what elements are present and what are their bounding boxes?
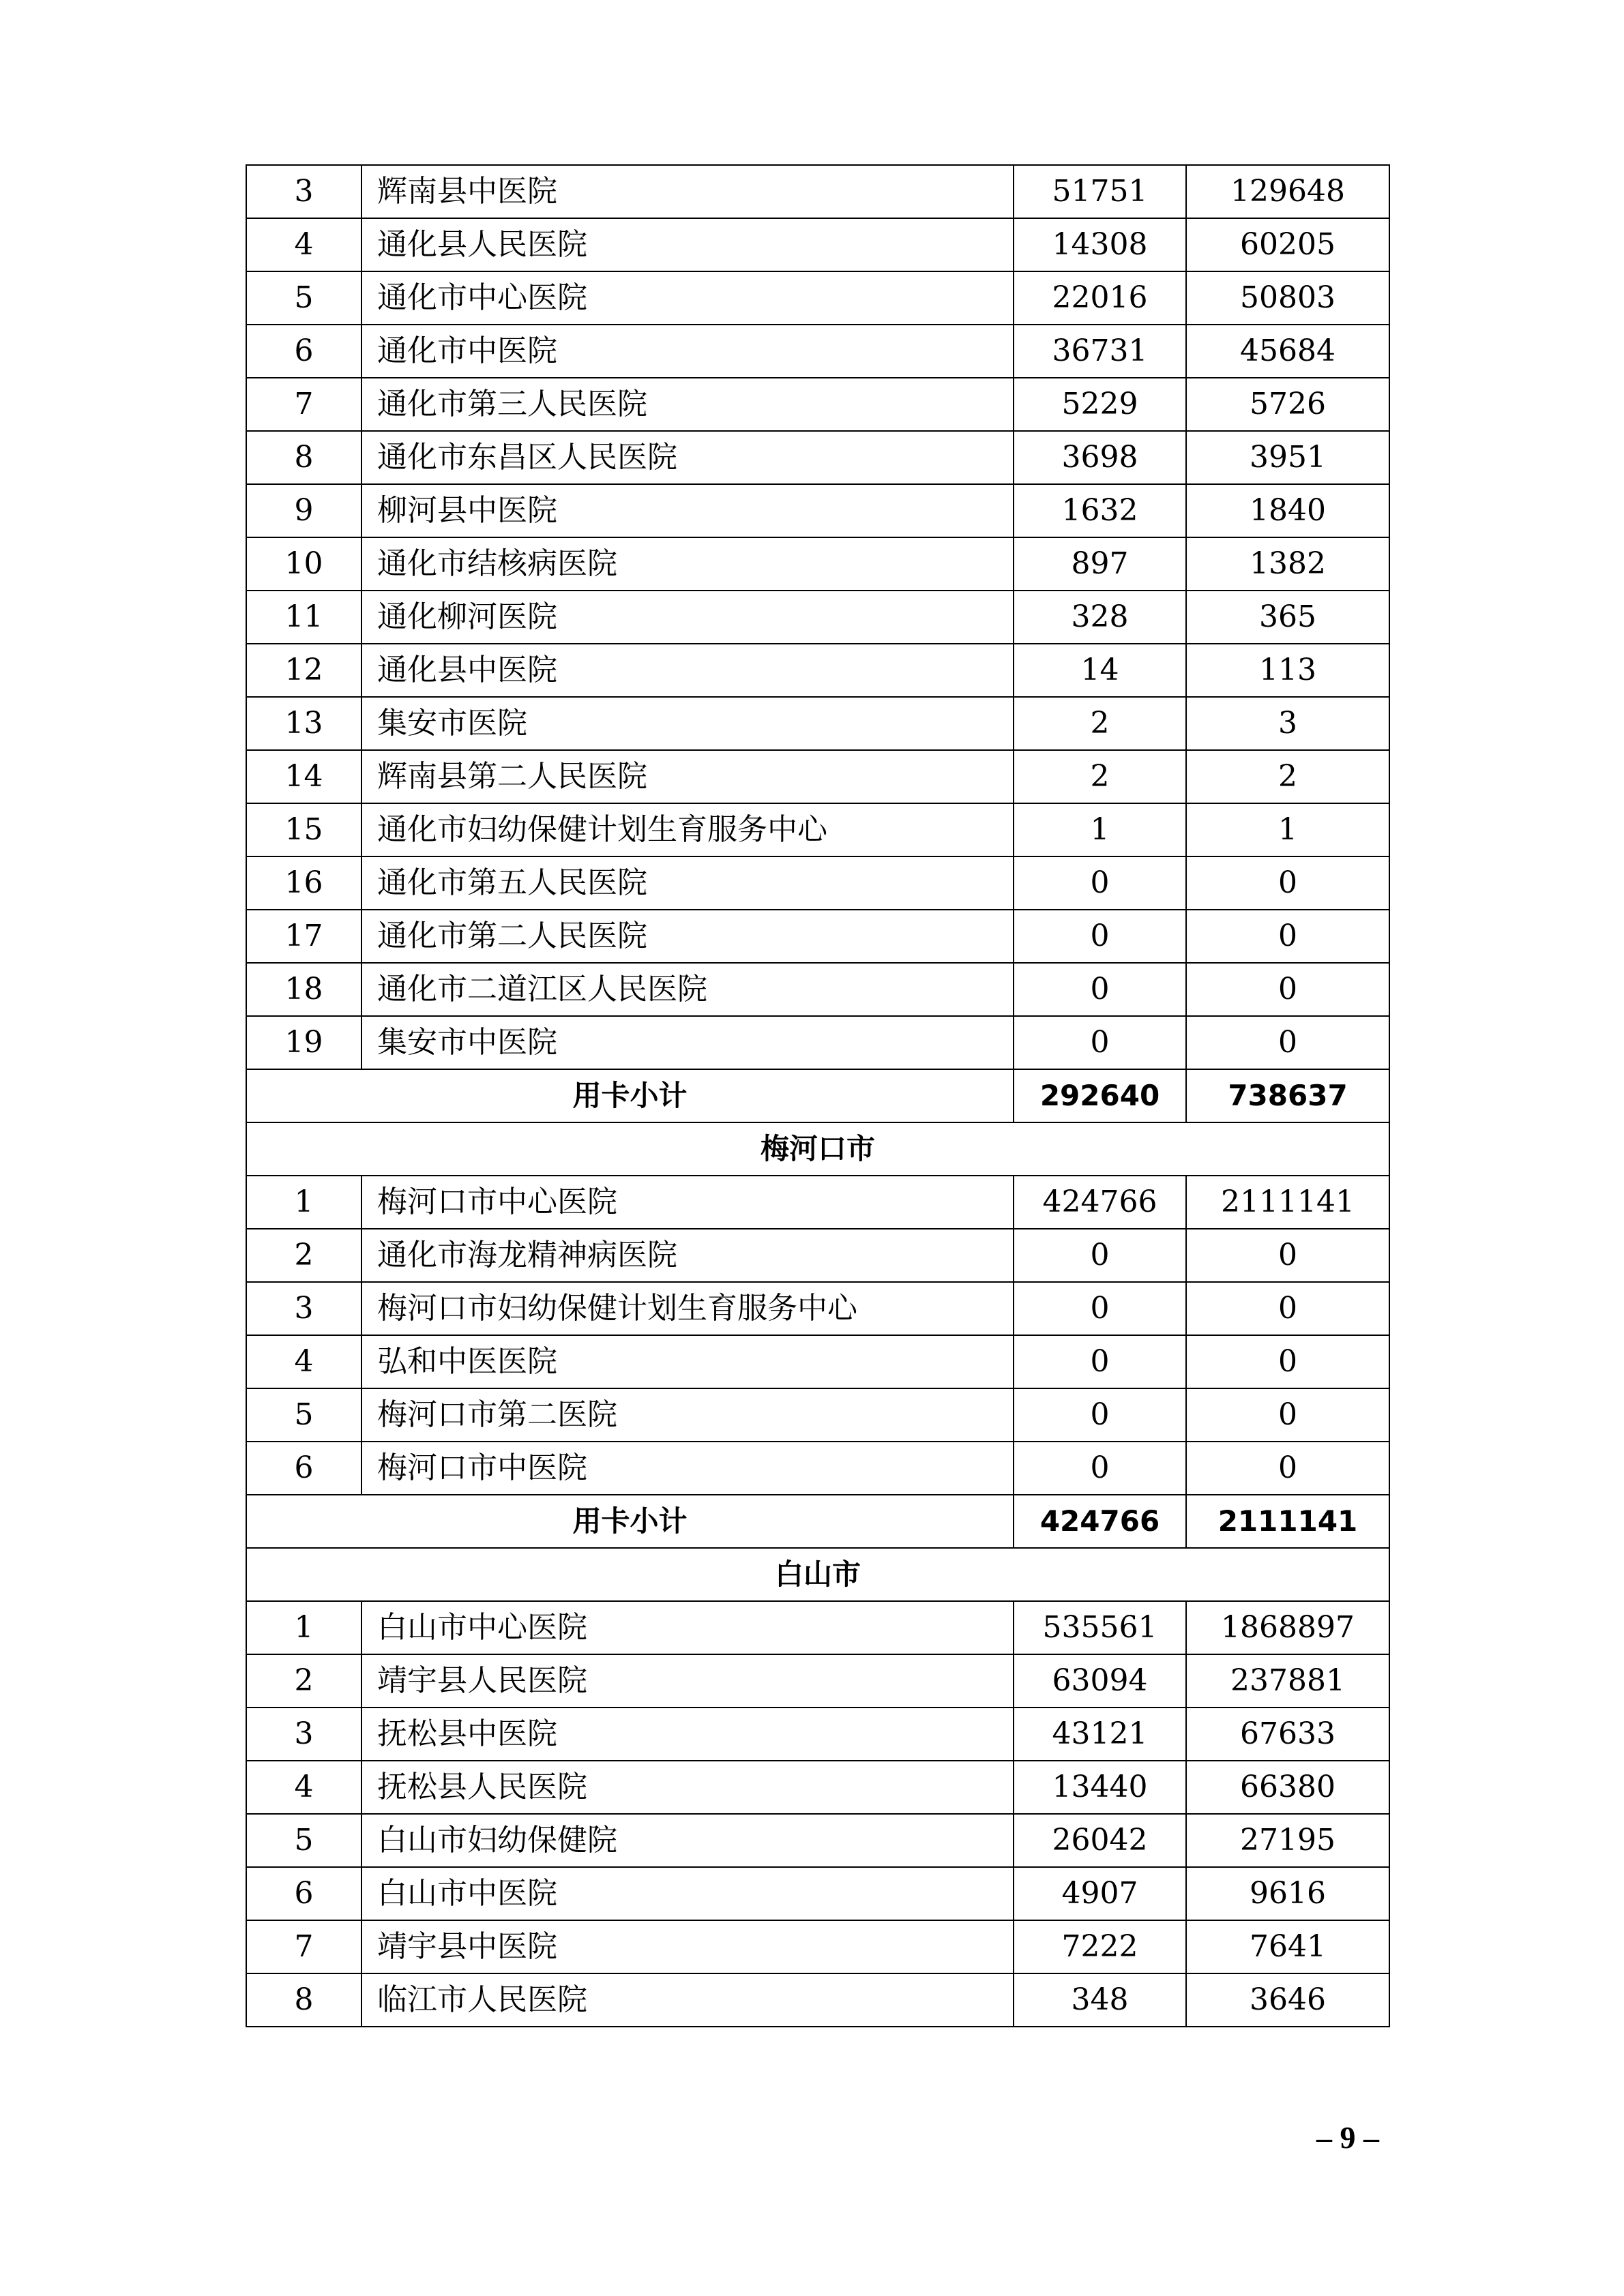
value-col-2: 2111141 xyxy=(1186,1176,1389,1229)
value-col-2: 0 xyxy=(1186,1442,1389,1495)
subtotal-value-2: 2111141 xyxy=(1186,1495,1389,1548)
hospital-name: 靖宇县人民医院 xyxy=(361,1654,1014,1708)
value-col-2: 2 xyxy=(1186,750,1389,803)
table-row xyxy=(246,1973,1389,2027)
table-row xyxy=(246,431,1389,484)
section-title: 白山市 xyxy=(246,1548,1389,1601)
table-row xyxy=(246,963,1389,1016)
value-col-2: 365 xyxy=(1186,591,1389,644)
subtotal-label: 用卡小计 xyxy=(246,1495,1014,1548)
value-col-2: 50803 xyxy=(1186,271,1389,325)
table-row xyxy=(246,1282,1389,1335)
hospital-name: 柳河县中医院 xyxy=(361,484,1014,537)
hospital-name: 通化市二道江区人民医院 xyxy=(361,963,1014,1016)
value-col-1: 26042 xyxy=(1014,1814,1186,1867)
value-col-2: 67633 xyxy=(1186,1708,1389,1761)
value-col-2: 9616 xyxy=(1186,1867,1389,1920)
value-col-1: 328 xyxy=(1014,591,1186,644)
value-col-1: 0 xyxy=(1014,1442,1186,1495)
value-col-1: 3698 xyxy=(1014,431,1186,484)
value-col-1: 36731 xyxy=(1014,325,1186,378)
row-number: 7 xyxy=(246,378,361,431)
value-col-1: 0 xyxy=(1014,910,1186,963)
value-col-1: 1 xyxy=(1014,803,1186,856)
value-col-2: 3 xyxy=(1186,697,1389,750)
value-col-2: 0 xyxy=(1186,910,1389,963)
value-col-1: 897 xyxy=(1014,537,1186,591)
section-header-row xyxy=(246,1122,1389,1176)
table-row xyxy=(246,1016,1389,1069)
value-col-1: 424766 xyxy=(1014,1176,1186,1229)
hospital-card-usage-table xyxy=(246,164,1390,2027)
hospital-name: 抚松县人民医院 xyxy=(361,1761,1014,1814)
hospital-name: 临江市人民医院 xyxy=(361,1973,1014,2027)
table-row xyxy=(246,1388,1389,1442)
table-body xyxy=(246,165,1389,2027)
value-col-2: 1840 xyxy=(1186,484,1389,537)
table-row xyxy=(246,910,1389,963)
table-row xyxy=(246,591,1389,644)
hospital-name: 通化柳河医院 xyxy=(361,591,1014,644)
hospital-name: 集安市中医院 xyxy=(361,1016,1014,1069)
table-row xyxy=(246,1814,1389,1867)
subtotal-value-1: 292640 xyxy=(1014,1069,1186,1122)
value-col-1: 14 xyxy=(1014,644,1186,697)
row-number: 19 xyxy=(246,1016,361,1069)
hospital-name: 梅河口市妇幼保健计划生育服务中心 xyxy=(361,1282,1014,1335)
value-col-2: 0 xyxy=(1186,1388,1389,1442)
hospital-name: 通化市东昌区人民医院 xyxy=(361,431,1014,484)
row-number: 5 xyxy=(246,1814,361,1867)
value-col-2: 0 xyxy=(1186,856,1389,910)
table-row xyxy=(246,1920,1389,1973)
table-row xyxy=(246,1229,1389,1282)
hospital-name: 抚松县中医院 xyxy=(361,1708,1014,1761)
row-number: 3 xyxy=(246,165,361,218)
table-row xyxy=(246,1442,1389,1495)
subtotal-value-2: 738637 xyxy=(1186,1069,1389,1122)
value-col-2: 3951 xyxy=(1186,431,1389,484)
row-number: 18 xyxy=(246,963,361,1016)
hospital-name: 梅河口市中心医院 xyxy=(361,1176,1014,1229)
row-number: 4 xyxy=(246,218,361,271)
hospital-name: 梅河口市中医院 xyxy=(361,1442,1014,1495)
subtotal-row xyxy=(246,1069,1389,1122)
table-row xyxy=(246,1335,1389,1388)
hospital-name: 通化市第二人民医院 xyxy=(361,910,1014,963)
value-col-2: 0 xyxy=(1186,1335,1389,1388)
value-col-2: 237881 xyxy=(1186,1654,1389,1708)
hospital-name: 白山市中心医院 xyxy=(361,1601,1014,1654)
subtotal-value-1: 424766 xyxy=(1014,1495,1186,1548)
table-row xyxy=(246,1601,1389,1654)
row-number: 8 xyxy=(246,431,361,484)
table-row xyxy=(246,325,1389,378)
table-row xyxy=(246,856,1389,910)
hospital-name: 通化市中心医院 xyxy=(361,271,1014,325)
value-col-1: 0 xyxy=(1014,1388,1186,1442)
value-col-2: 60205 xyxy=(1186,218,1389,271)
value-col-2: 1 xyxy=(1186,803,1389,856)
value-col-1: 1632 xyxy=(1014,484,1186,537)
table-row xyxy=(246,1708,1389,1761)
row-number: 16 xyxy=(246,856,361,910)
section-header-row xyxy=(246,1548,1389,1601)
row-number: 6 xyxy=(246,1442,361,1495)
value-col-2: 27195 xyxy=(1186,1814,1389,1867)
value-col-2: 0 xyxy=(1186,1229,1389,1282)
value-col-2: 5726 xyxy=(1186,378,1389,431)
hospital-name: 靖宇县中医院 xyxy=(361,1920,1014,1973)
row-number: 1 xyxy=(246,1176,361,1229)
value-col-2: 3646 xyxy=(1186,1973,1389,2027)
table-row xyxy=(246,1654,1389,1708)
row-number: 2 xyxy=(246,1654,361,1708)
value-col-2: 0 xyxy=(1186,1016,1389,1069)
table-row xyxy=(246,537,1389,591)
value-col-1: 22016 xyxy=(1014,271,1186,325)
row-number: 12 xyxy=(246,644,361,697)
value-col-1: 0 xyxy=(1014,1229,1186,1282)
row-number: 3 xyxy=(246,1708,361,1761)
row-number: 3 xyxy=(246,1282,361,1335)
value-col-1: 0 xyxy=(1014,1335,1186,1388)
table-row xyxy=(246,165,1389,218)
value-col-2: 1868897 xyxy=(1186,1601,1389,1654)
row-number: 4 xyxy=(246,1335,361,1388)
hospital-name: 辉南县第二人民医院 xyxy=(361,750,1014,803)
row-number: 6 xyxy=(246,1867,361,1920)
table-row xyxy=(246,750,1389,803)
value-col-1: 2 xyxy=(1014,750,1186,803)
subtotal-label: 用卡小计 xyxy=(246,1069,1014,1122)
table-row xyxy=(246,1761,1389,1814)
value-col-1: 43121 xyxy=(1014,1708,1186,1761)
hospital-name: 集安市医院 xyxy=(361,697,1014,750)
hospital-name: 通化县人民医院 xyxy=(361,218,1014,271)
value-col-2: 0 xyxy=(1186,963,1389,1016)
value-col-2: 129648 xyxy=(1186,165,1389,218)
value-col-1: 2 xyxy=(1014,697,1186,750)
table-row xyxy=(246,697,1389,750)
section-title: 梅河口市 xyxy=(246,1122,1389,1176)
value-col-1: 14308 xyxy=(1014,218,1186,271)
value-col-1: 4907 xyxy=(1014,1867,1186,1920)
row-number: 4 xyxy=(246,1761,361,1814)
hospital-name: 白山市妇幼保健院 xyxy=(361,1814,1014,1867)
hospital-name: 通化市中医院 xyxy=(361,325,1014,378)
row-number: 8 xyxy=(246,1973,361,2027)
page-number: – 9 – xyxy=(1316,2120,1379,2155)
row-number: 5 xyxy=(246,1388,361,1442)
value-col-2: 0 xyxy=(1186,1282,1389,1335)
row-number: 15 xyxy=(246,803,361,856)
hospital-name: 通化市第三人民医院 xyxy=(361,378,1014,431)
hospital-name: 通化市第五人民医院 xyxy=(361,856,1014,910)
value-col-2: 1382 xyxy=(1186,537,1389,591)
value-col-1: 0 xyxy=(1014,1282,1186,1335)
row-number: 7 xyxy=(246,1920,361,1973)
row-number: 11 xyxy=(246,591,361,644)
subtotal-row xyxy=(246,1495,1389,1548)
row-number: 2 xyxy=(246,1229,361,1282)
table-row xyxy=(246,271,1389,325)
value-col-1: 13440 xyxy=(1014,1761,1186,1814)
row-number: 17 xyxy=(246,910,361,963)
value-col-1: 0 xyxy=(1014,856,1186,910)
value-col-1: 5229 xyxy=(1014,378,1186,431)
value-col-1: 63094 xyxy=(1014,1654,1186,1708)
hospital-name: 梅河口市第二医院 xyxy=(361,1388,1014,1442)
hospital-name: 辉南县中医院 xyxy=(361,165,1014,218)
hospital-name: 通化市结核病医院 xyxy=(361,537,1014,591)
hospital-name: 通化市妇幼保健计划生育服务中心 xyxy=(361,803,1014,856)
table-row xyxy=(246,378,1389,431)
value-col-2: 7641 xyxy=(1186,1920,1389,1973)
table-row xyxy=(246,1867,1389,1920)
table-row xyxy=(246,484,1389,537)
table-row xyxy=(246,218,1389,271)
value-col-1: 7222 xyxy=(1014,1920,1186,1973)
row-number: 6 xyxy=(246,325,361,378)
value-col-1: 348 xyxy=(1014,1973,1186,2027)
hospital-name: 白山市中医院 xyxy=(361,1867,1014,1920)
hospital-name: 通化市海龙精神病医院 xyxy=(361,1229,1014,1282)
value-col-1: 51751 xyxy=(1014,165,1186,218)
table-row xyxy=(246,1176,1389,1229)
value-col-2: 66380 xyxy=(1186,1761,1389,1814)
row-number: 14 xyxy=(246,750,361,803)
hospital-name: 弘和中医医院 xyxy=(361,1335,1014,1388)
table-row xyxy=(246,803,1389,856)
value-col-1: 0 xyxy=(1014,963,1186,1016)
row-number: 1 xyxy=(246,1601,361,1654)
value-col-1: 535561 xyxy=(1014,1601,1186,1654)
value-col-2: 113 xyxy=(1186,644,1389,697)
table-row xyxy=(246,644,1389,697)
value-col-2: 45684 xyxy=(1186,325,1389,378)
value-col-1: 0 xyxy=(1014,1016,1186,1069)
row-number: 13 xyxy=(246,697,361,750)
row-number: 9 xyxy=(246,484,361,537)
row-number: 10 xyxy=(246,537,361,591)
row-number: 5 xyxy=(246,271,361,325)
hospital-name: 通化县中医院 xyxy=(361,644,1014,697)
